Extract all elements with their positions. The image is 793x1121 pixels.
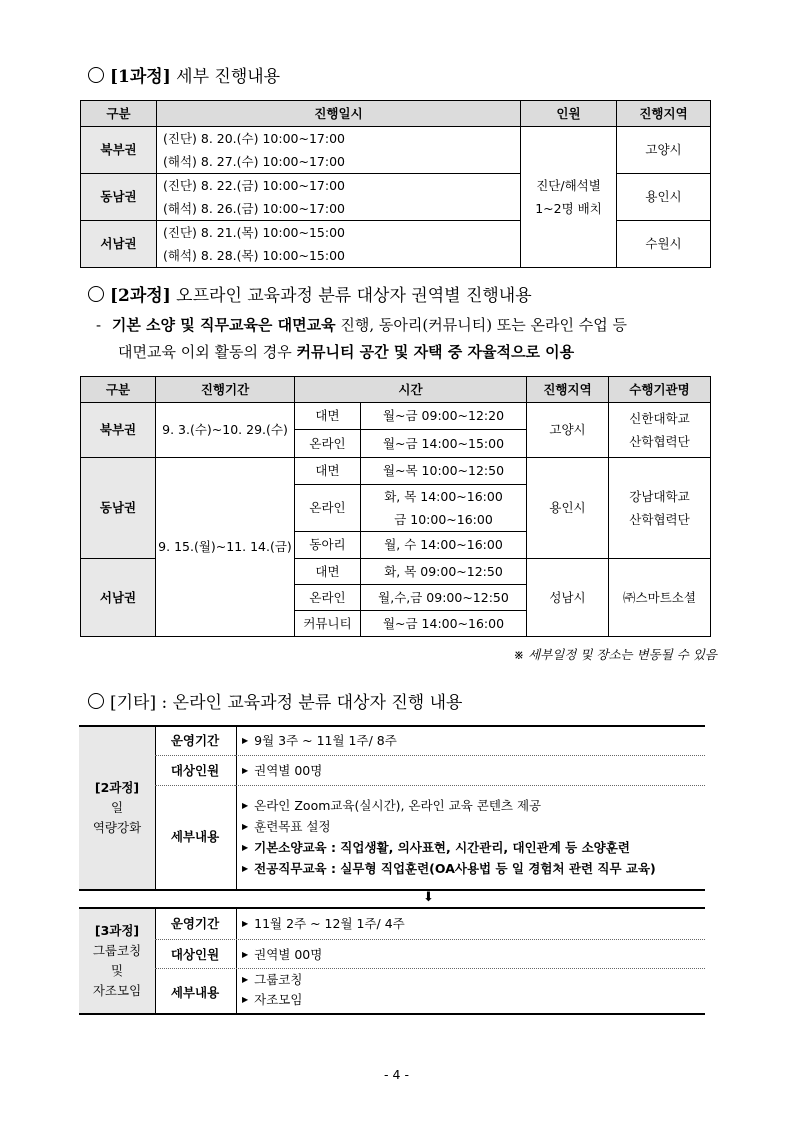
area-cell: 북부권 xyxy=(81,127,157,174)
circle-bullet-icon xyxy=(88,693,104,709)
col-header: 진행일시 xyxy=(157,101,521,127)
region-cell: 수원시 xyxy=(617,221,711,268)
section3-title: : 온라인 교육과정 분류 대상자 진행 내용 xyxy=(161,693,463,713)
time-cell: 월~금 09:00~12:20 xyxy=(361,403,527,430)
section3-tag: [기타] xyxy=(110,693,157,713)
dotted-divider xyxy=(155,968,705,969)
org-line: 산학협력단 xyxy=(629,512,690,527)
dotted-divider xyxy=(155,755,235,756)
mode-cell: 대면 xyxy=(295,458,361,485)
detail-text: 자조모임 xyxy=(254,992,303,1007)
dotted-divider xyxy=(155,785,235,786)
detail-list xyxy=(242,795,656,879)
col-header: 인원 xyxy=(521,101,617,127)
detail-text: 기본소양교육 : 직업생활, 의사표현, 시간관리, 대인관계 등 소양훈련 xyxy=(254,840,630,855)
course-label-line: 자조모임 xyxy=(92,983,142,998)
bullet-text: 대면교육 이외 활동의 경우 xyxy=(118,343,297,361)
value-text: 권역별 00명 xyxy=(254,763,323,778)
table-row xyxy=(81,174,711,221)
region-cell: 고양시 xyxy=(617,127,711,174)
course3-label xyxy=(79,909,155,1013)
detail-text: 그룹코칭 xyxy=(254,972,303,987)
value-text: 11월 2주 ~ 12월 1주/ 4주 xyxy=(254,916,405,931)
col-header: 구분 xyxy=(81,377,156,403)
course-tag: [3과정] xyxy=(94,923,140,938)
col-header: 수행기관명 xyxy=(609,377,711,403)
bullet-bold-text: 기본 소양 및 직무교육은 대면교육 xyxy=(111,316,336,334)
section1-heading xyxy=(88,62,280,87)
value-text: 권역별 00명 xyxy=(254,947,323,962)
schedule-cell xyxy=(157,127,521,174)
table-row xyxy=(81,458,711,485)
key-target: 대상인원 xyxy=(170,947,220,962)
org-cell xyxy=(609,403,711,458)
region-cell: 용인시 xyxy=(527,458,609,559)
col-header: 진행기간 xyxy=(156,377,295,403)
table-row xyxy=(81,403,711,430)
time-cell: 화, 목 09:00~12:50 xyxy=(361,559,527,585)
col-header: 진행지역 xyxy=(527,377,609,403)
diagnosis-date: (진단) 8. 21.(목) 10:00~15:00 xyxy=(163,225,345,240)
course-label-line: 역량강화 xyxy=(92,820,142,835)
key-detail: 세부내용 xyxy=(170,985,220,1000)
col-header: 진행지역 xyxy=(617,101,711,127)
area-cell: 서남권 xyxy=(81,559,156,637)
key-period: 운영기간 xyxy=(170,733,220,748)
dash-bullet: - xyxy=(96,316,102,334)
value-period xyxy=(242,731,397,749)
detail-item xyxy=(242,837,656,858)
triangle-bullet-icon: ▶ xyxy=(242,919,249,928)
detail-text: 훈련목표 설정 xyxy=(254,819,331,834)
triangle-bullet-icon: ▶ xyxy=(242,950,249,959)
schedule-note: ※ 세부일정 및 장소는 변동될 수 있음 xyxy=(513,647,717,662)
interpretation-date: (해석) 8. 26.(금) 10:00~17:00 xyxy=(163,201,345,216)
triangle-bullet-icon: ▶ xyxy=(242,975,249,984)
section1-tag: [1과정] xyxy=(110,67,171,87)
org-cell: ㈜스마트소셜 xyxy=(609,559,711,637)
bullet-text: 진행, 동아리(커뮤니티) 또는 온라인 수업 등 xyxy=(335,316,628,334)
detail-item xyxy=(242,795,656,816)
mode-cell: 온라인 xyxy=(295,485,361,532)
time-cell: 월, 수 14:00~16:00 xyxy=(361,532,527,559)
detail-item xyxy=(242,970,302,990)
org-line: 신한대학교 xyxy=(629,411,690,426)
value-target xyxy=(242,945,322,963)
course2-label xyxy=(79,727,155,889)
region-cell: 고양시 xyxy=(527,403,609,458)
col-header: 시간 xyxy=(295,377,527,403)
mode-cell: 온라인 xyxy=(295,585,361,611)
time-cell: 월,수,금 09:00~12:50 xyxy=(361,585,527,611)
course-label-line: 및 xyxy=(110,963,124,978)
detail-item xyxy=(242,816,656,837)
people-line: 1~2명 배치 xyxy=(535,201,602,216)
detail-text: 전공직무교육 : 실무형 직업훈련(OA사용법 등 일 경험처 관련 직무 교육) xyxy=(254,861,656,876)
course-tag: [2과정] xyxy=(94,780,140,795)
time-cell: 월~금 14:00~16:00 xyxy=(361,611,527,637)
section2-bullet-line2 xyxy=(118,339,574,365)
circle-bullet-icon xyxy=(88,67,104,83)
org-line: 산학협력단 xyxy=(629,434,690,449)
diagnosis-date: (진단) 8. 22.(금) 10:00~17:00 xyxy=(163,178,345,193)
area-cell: 서남권 xyxy=(81,221,157,268)
section2-title: 오프라인 교육과정 분류 대상자 권역별 진행내용 xyxy=(176,286,532,306)
section2-table xyxy=(80,376,711,637)
org-line: 강남대학교 xyxy=(629,489,690,504)
section2-heading xyxy=(88,281,532,306)
triangle-bullet-icon: ▶ xyxy=(242,736,249,745)
course-label-line: 그룹코칭 xyxy=(92,943,142,958)
people-line: 진단/해석별 xyxy=(536,178,601,193)
section2-tag: [2과정] xyxy=(110,286,171,306)
interpretation-date: (해석) 8. 28.(목) 10:00~15:00 xyxy=(163,248,345,263)
dotted-divider xyxy=(155,939,705,940)
value-target xyxy=(242,761,322,779)
area-cell: 동남권 xyxy=(81,174,157,221)
course2-keys xyxy=(155,727,237,889)
page-number: - 4 - xyxy=(384,1067,409,1082)
mode-cell: 동아리 xyxy=(295,532,361,559)
time-cell xyxy=(361,485,527,532)
region-cell: 성남시 xyxy=(527,559,609,637)
region-cell: 용인시 xyxy=(617,174,711,221)
diagnosis-date: (진단) 8. 20.(수) 10:00~17:00 xyxy=(163,131,345,146)
mode-cell: 온라인 xyxy=(295,430,361,458)
col-header: 구분 xyxy=(81,101,157,127)
key-detail: 세부내용 xyxy=(170,829,220,844)
bullet-bold-text: 커뮤니티 공간 및 자택 중 자율적으로 이용 xyxy=(296,343,575,361)
mode-cell: 대면 xyxy=(295,403,361,430)
area-cell: 동남권 xyxy=(81,458,156,559)
table-row xyxy=(81,127,711,174)
mode-cell: 대면 xyxy=(295,559,361,585)
time-line: 화, 목 14:00~16:00 xyxy=(384,489,503,504)
table-row xyxy=(81,221,711,268)
interpretation-date: (해석) 8. 27.(수) 10:00~17:00 xyxy=(163,154,345,169)
time-line: 금 10:00~16:00 xyxy=(394,512,493,527)
dotted-divider xyxy=(235,755,705,756)
detail-item xyxy=(242,858,656,879)
schedule-cell xyxy=(157,174,521,221)
triangle-bullet-icon: ▶ xyxy=(242,766,249,775)
detail-text: 온라인 Zoom교육(실시간), 온라인 교육 콘텐츠 제공 xyxy=(254,798,542,813)
detail-item xyxy=(242,990,302,1010)
triangle-bullet-icon: ▶ xyxy=(242,822,249,831)
section2-bullet-line1 xyxy=(96,312,627,338)
schedule-cell xyxy=(157,221,521,268)
section1-table xyxy=(80,100,711,268)
triangle-bullet-icon: ▶ xyxy=(242,843,249,852)
time-cell: 월~목 10:00~12:50 xyxy=(361,458,527,485)
mode-cell: 커뮤니티 xyxy=(295,611,361,637)
circle-bullet-icon xyxy=(88,286,104,302)
course2-box xyxy=(79,725,705,891)
value-period xyxy=(242,914,405,932)
org-cell xyxy=(609,458,711,559)
detail-list xyxy=(242,970,302,1010)
period-cell: 9. 3.(수)~10. 29.(수) xyxy=(156,403,295,458)
area-cell: 북부권 xyxy=(81,403,156,458)
time-cell: 월~금 14:00~15:00 xyxy=(361,430,527,458)
dotted-divider xyxy=(235,785,705,786)
course-label-line: 일 xyxy=(110,800,124,815)
triangle-bullet-icon: ▶ xyxy=(242,864,249,873)
down-arrow-icon: ⬇ xyxy=(423,890,434,905)
key-target: 대상인원 xyxy=(170,763,220,778)
value-text: 9월 3주 ~ 11월 1주/ 8주 xyxy=(254,733,397,748)
triangle-bullet-icon: ▶ xyxy=(242,995,249,1004)
section3-heading xyxy=(88,688,462,713)
period-cell: 9. 15.(월)~11. 14.(금) xyxy=(156,458,295,637)
key-period: 운영기간 xyxy=(170,916,220,931)
course3-box xyxy=(79,907,705,1015)
section1-title: 세부 진행내용 xyxy=(176,67,281,87)
triangle-bullet-icon: ▶ xyxy=(242,801,249,810)
people-cell xyxy=(521,127,617,268)
